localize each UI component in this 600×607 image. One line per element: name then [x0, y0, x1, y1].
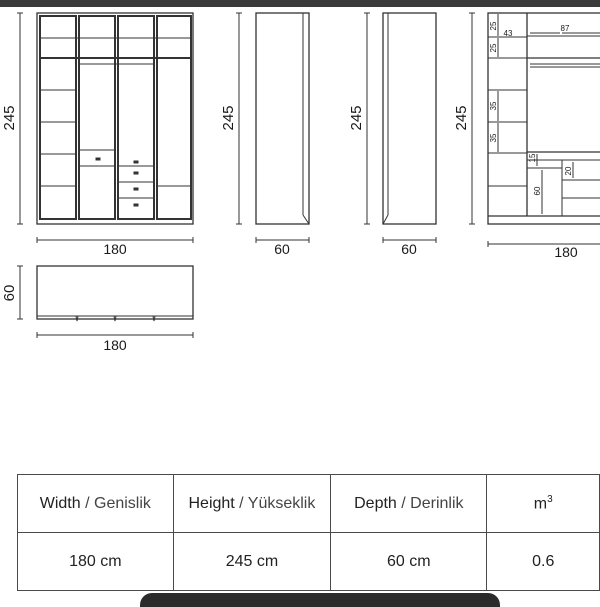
interior-label-upper-right: 87 — [560, 24, 570, 33]
value-volume: 0.6 — [487, 533, 600, 591]
value-depth: 60 cm — [331, 533, 487, 591]
specs-value-row — [18, 533, 600, 591]
specs-table — [17, 474, 600, 591]
interior-label-hang-depth: 60 — [533, 186, 542, 196]
front-view — [37, 13, 193, 224]
top-view — [37, 266, 193, 321]
value-width: 180 cm — [18, 533, 174, 591]
front-height-label: 245 — [1, 105, 18, 131]
interior-label-upper-left: 43 — [503, 29, 513, 38]
interior-width-label: 180 — [554, 244, 578, 260]
bottom-scroll-handle[interactable] — [140, 593, 500, 607]
header-depth: Depth / Derinlik — [331, 475, 487, 533]
header-volume: $m^3$ — [487, 475, 600, 533]
interior-label-shelf-a: 35 — [489, 101, 498, 111]
side1-width-label: 60 — [274, 241, 290, 257]
interior-height-label: 245 — [453, 105, 470, 131]
interior-view — [488, 13, 600, 224]
side2-height-label: 245 — [348, 105, 365, 131]
side-view-closed — [256, 13, 309, 224]
interior-width-dim-line — [488, 241, 600, 247]
top-depth-label: 60 — [1, 284, 18, 302]
side1-height-label: 245 — [220, 105, 237, 131]
header-width: Width / Genislik — [18, 475, 174, 533]
side-view-open — [383, 13, 436, 224]
header-height: Height / Yükseklik — [173, 475, 331, 533]
specs-header-row — [18, 475, 600, 533]
front-width-label: 180 — [103, 241, 127, 257]
interior-label-drawer-b: 20 — [564, 166, 573, 176]
interior-label-top1: 25 — [489, 21, 498, 31]
value-height: 245 cm — [173, 533, 331, 591]
interior-label-drawer-a: 15 — [528, 153, 537, 163]
top-width-label: 180 — [103, 337, 127, 353]
interior-label-shelf-b: 35 — [489, 133, 498, 143]
interior-label-top2: 25 — [489, 43, 498, 53]
side2-width-label: 60 — [401, 241, 417, 257]
